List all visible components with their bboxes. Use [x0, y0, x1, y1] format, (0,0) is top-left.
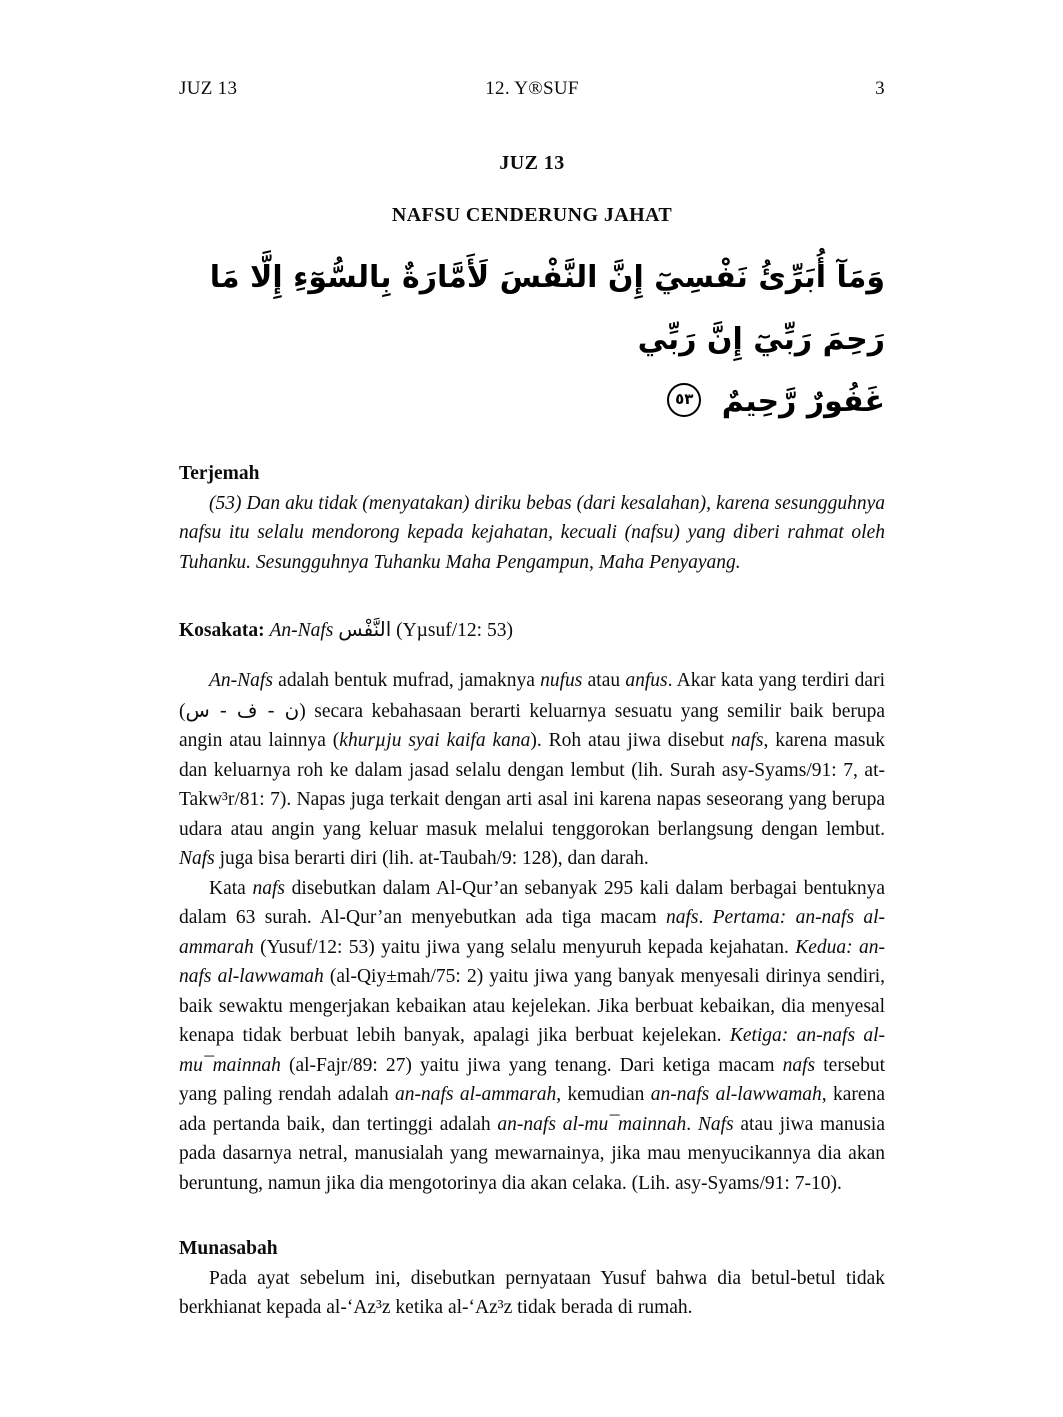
heading-terjemah: Terjemah [179, 463, 260, 484]
header-juz-label: JUZ 13 [179, 78, 238, 99]
heading-kosakata: Kosakata: An-Nafs النَّفْس (Yµsuf/12: 53) [179, 618, 513, 641]
terjemah-paragraph: (53) Dan aku tidak (menyatakan) diriku bebas (dari kesalahan), karena sesungguhnya nafsu itu selalu mendorong kepada kejahatan, kecuali (nafsu) yang diberi rahmat oleh Tuhanku. Sesungguhnya Tuhanku Maha Pengampun, Maha Penyayang. [179, 492, 885, 573]
verse-line-1: وَمَآ أُبَرِّئُ نَفْسِيٓ إِنَّ النَّفْسَ لَأَمَّارَةٌ بِالسُّوٓءِ إِلَّا مَا رَحِمَ رَبِّيٓ إِنَّ رَبِّي [209, 260, 885, 357]
header-surah-label: 12. Y®SUF [485, 78, 579, 99]
munasabah-paragraph: Pada ayat sebelum ini, disebutkan pernyataan Yusuf bahwa dia betul-betul tidak berkhianat kepada al-‘Az³z ketika al-‘Az³z tidak berada di rumah. [179, 1267, 885, 1318]
verse-line-2-text: غَفُورٌ رَّحِيمٌ [721, 384, 885, 419]
section-subtitle-nafsu: NAFSU CENDERUNG JAHAT [391, 204, 673, 226]
kosakata-paragraph-2: Kata nafs disebutkan dalam Al-Qur’an sebanyak 295 kali dalam berbagai bentuknya dalam 63 surah. Al-Qur’an menyebutkan ada tiga macam nafs. Pertama: an-nafs al-ammarah (Yusuf/12: 53) yaitu jiwa yang selalu menyuruh kepada kejahatan. Kedua: an-nafs al-lawwamah (al-Qiy±mah/75: 2) yaitu jiwa yang banyak menyesali dirinya sendiri, baik sewaktu mengerjakan kebaikan atau kejelekan. Jika berbuat kebaikan, dia menyesal kenapa tidak berbuat lebih banyak, apalagi jika berbuat kejelekan. Ketiga: an-nafs al-mu¯mainnah (al-Fajr/89: 27) yaitu jiwa yang tenang. Dari ketiga macam nafs tersebut yang paling rendah adalah an-nafs al-ammarah, kemudian an-nafs al-lawwamah, karena ada pertanda baik, dan tertinggi adalah an-nafs al-mu¯mainnah. Nafs atau jiwa manusia pada dasarnya netral, manusialah yang mewarnainya, jika mau menyucikannya dia akan beruntung, namun jika dia mengotorinya dia akan celaka. (Lih. asy-Syams/91: 7-10). [179, 877, 886, 1194]
ayah-end-marker: ٥٣ [667, 383, 701, 417]
section-title-juz: JUZ 13 [499, 152, 565, 174]
heading-munasabah: Munasabah [179, 1238, 278, 1259]
quran-verse-block [179, 247, 885, 433]
verse-line-2 [179, 371, 885, 433]
kosakata-paragraph-1: An-Nafs adalah bentuk mufrad, jamaknya nufus atau anfus. Akar kata yang terdiri dari (ن - ف - س) secara kebahasaan berarti keluarnya sesuatu yang semilir baik berupa angin atau lainnya (khurµju syai kaifa kana). Roh atau jiwa disebut nafs, karena masuk dan keluarnya roh ke dalam jasad selalu dengan lembut (lih. Surah asy-Syams/91: 7, at-Takw³r/81: 7). Napas juga terkait dengan arti asal ini karena napas seseorang yang berupa udara atau angin yang keluar masuk melalui tenggorokan berlangsung dengan lembut. Nafs juga bisa berarti diri (lih. at-Taubah/9: 128), dan darah. [179, 670, 885, 869]
running-header [179, 78, 885, 100]
header-page-number: 3 [875, 78, 885, 99]
